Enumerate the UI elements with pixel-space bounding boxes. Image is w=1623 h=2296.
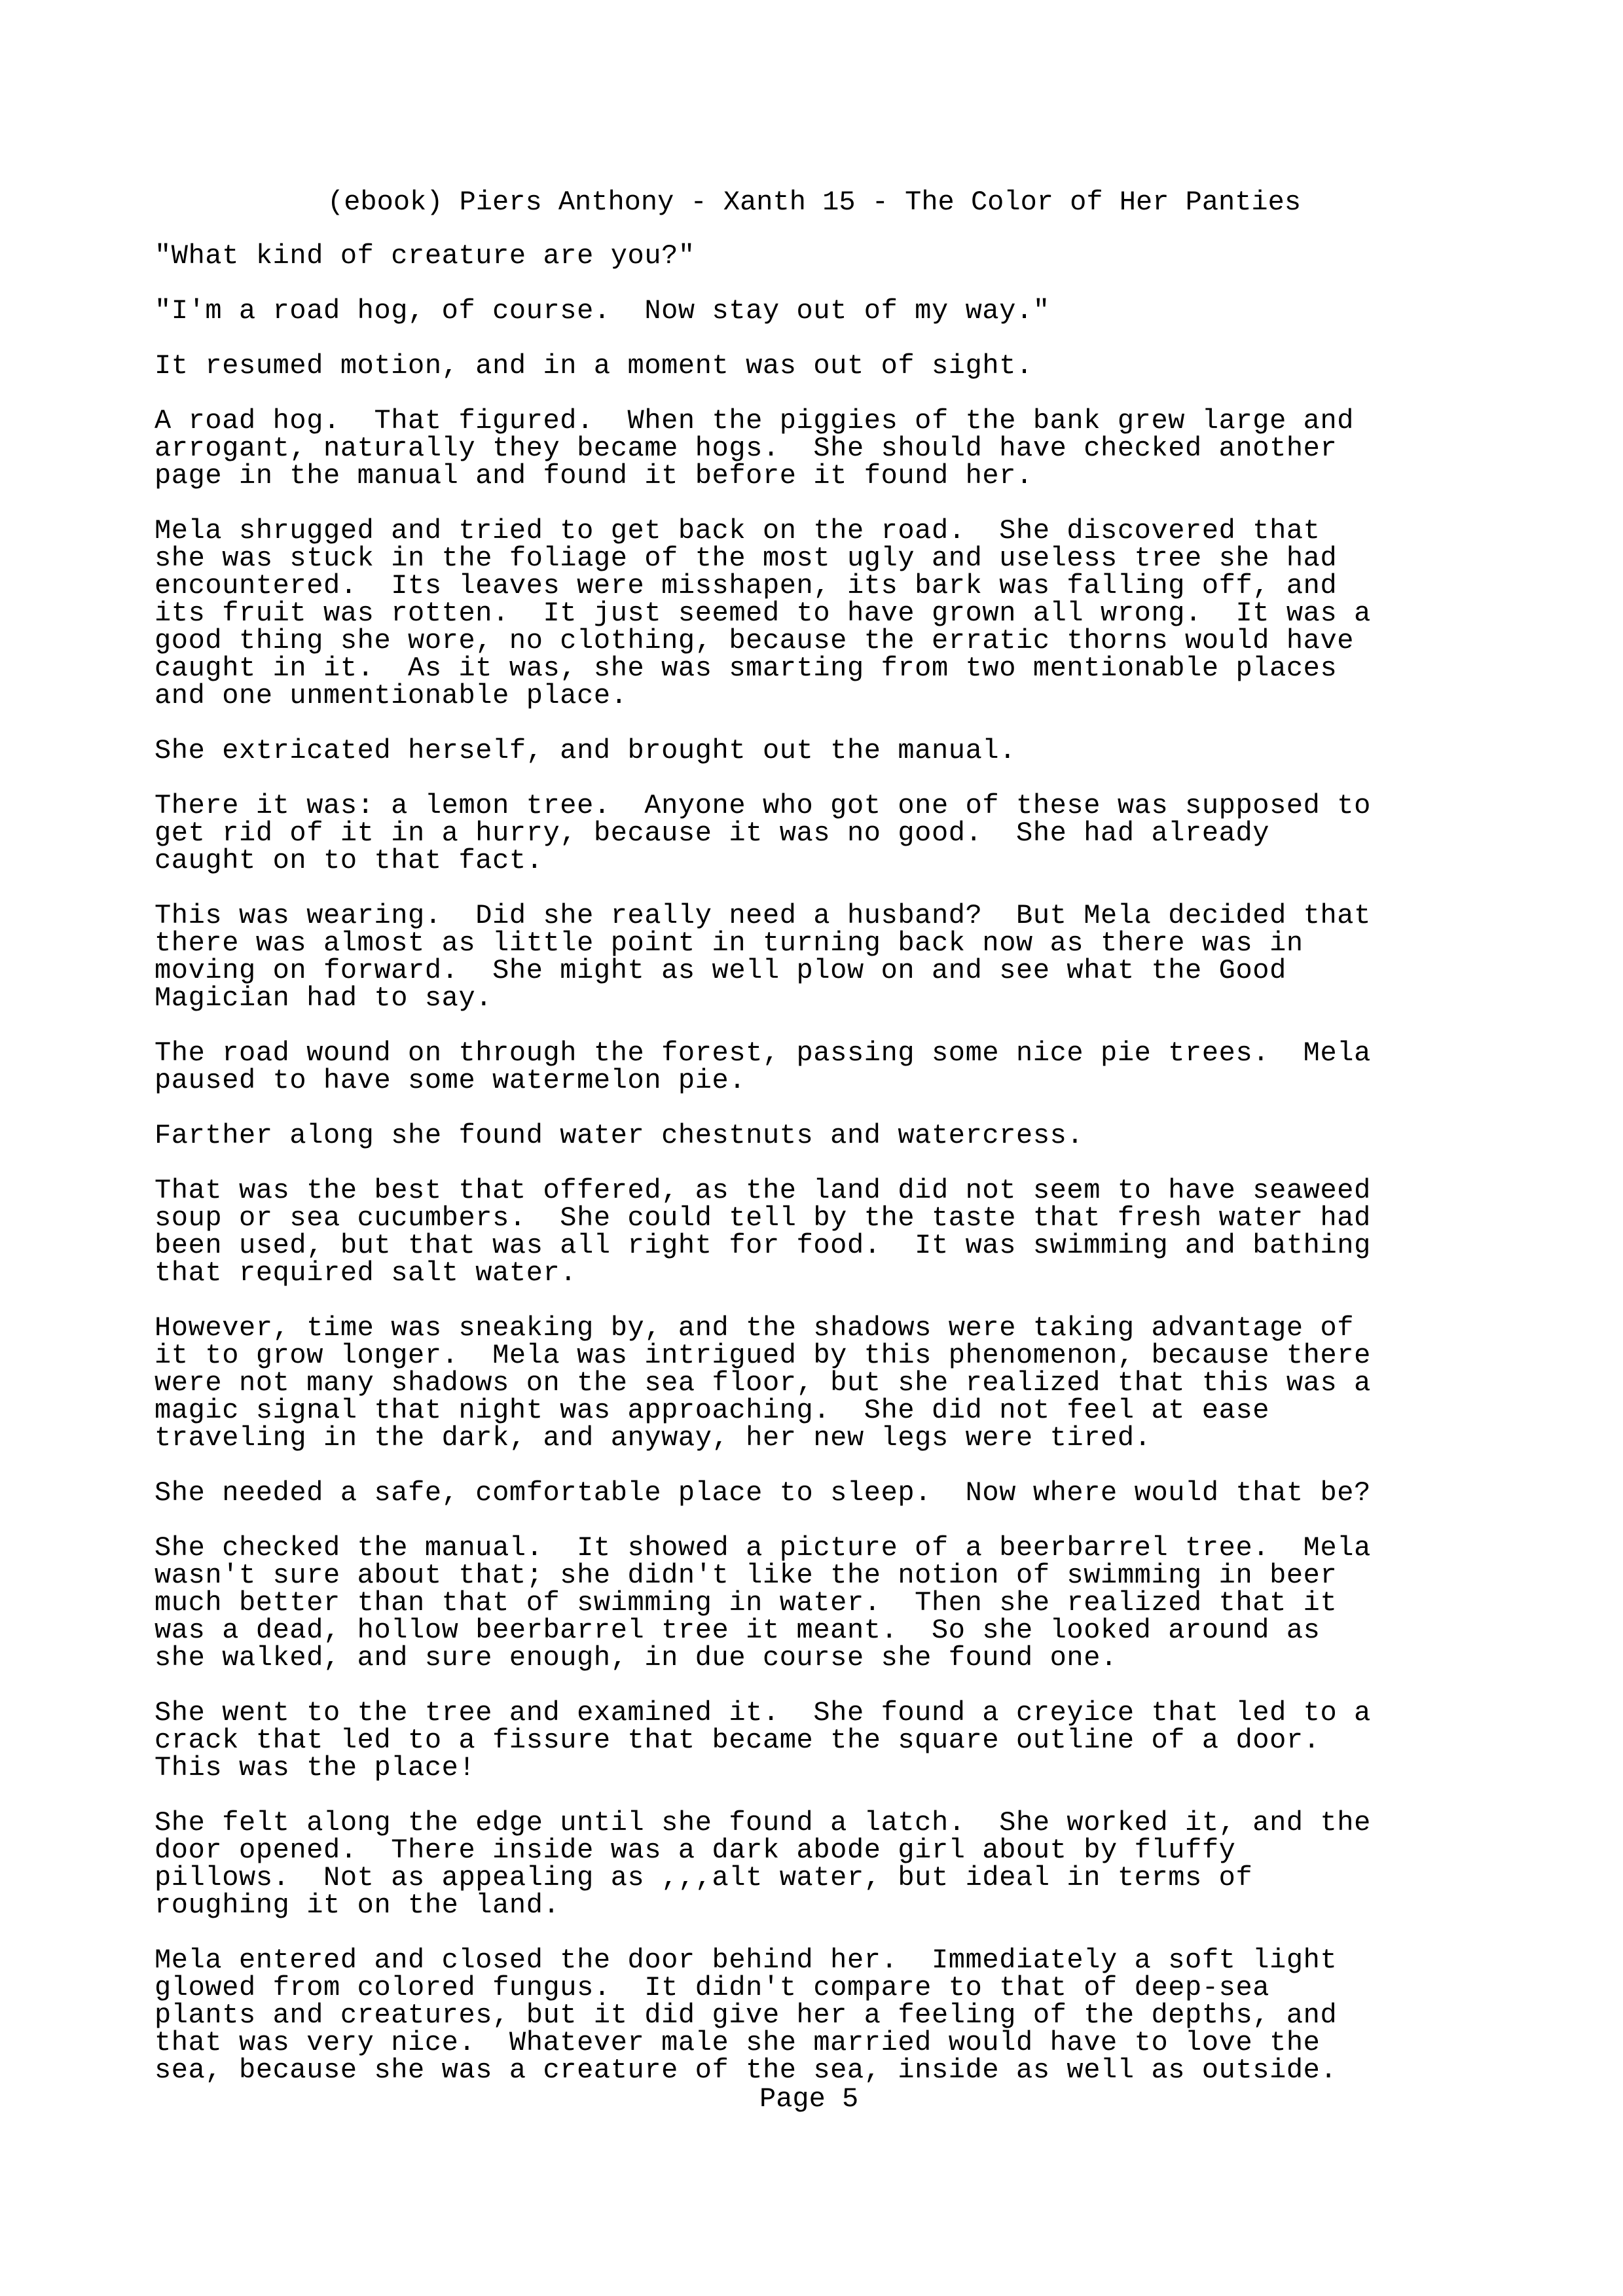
page-number: Page 5 [759,2083,859,2115]
paragraph: There it was: a lemon tree. Anyone who got one of these was supposed to get rid of it in a hurry, because it was no good. She had already caught on to that fact. [155,790,1371,876]
paragraph: "What kind of creature are you?" [155,240,695,272]
paragraph: She needed a safe, comfortable place to sleep. Now where would that be? [155,1477,1371,1509]
paragraph: Mela shrugged and tried to get back on the road. She discovered that she was stuck in the foliage of the most ugly and useless tree she had encountered. Its leaves were misshapen, its bark was falling off, and its fruit was rotten. It just seemed to have grown all wrong. It was a good thing she wore, no clothing, because the erratic thorns would have caught in it. As it was, she was smarting from two mentionable places and one unmentionable place. [155,515,1371,711]
paragraph: That was the best that offered, as the land did not seem to have seaweed soup or sea cucumbers. She could tell by the taste that fresh water had been used, but that was all right for food. It was swimming and bathing that required salt water. [155,1175,1371,1289]
document-title: (ebook) Piers Anthony - Xanth 15 - The Color of Her Panties [327,187,1302,218]
paragraph: This was wearing. Did she really need a husband? But Mela decided that there was almost as little point in turning back now as there was in moving on forward. She might as well plow on and see what the Good Magician had to say. [155,900,1371,1014]
document-body [155,242,1398,2111]
paragraph: She extricated herself, and brought out the manual. [155,735,1017,766]
paragraph: She checked the manual. It showed a picture of a beerbarrel tree. Mela wasn't sure about that; she didn't like the notion of swimming in beer much better than that of swimming in water. Then she realized that it was a dead, hollow beerbarrel tree it meant. So she looked around as she walked, and sure enough, in due course she found one. [155,1532,1371,1674]
paragraph: A road hog. That figured. When the piggies of the bank grew large and arrogant, naturally they became hogs. She should have checked another page in the manual and found it before it found her. [155,405,1355,492]
paragraph: Mela entered and closed the door behind her. Immediately a soft light glowed from colored fungus. It didn't compare to that of deep-sea plants and creatures, but it did give her a feeling of the depths, and that was very nice. Whatever male she married would have to love the sea, because she was a creature of the sea, inside as well as outside. [155,1945,1338,2086]
paragraph: It resumed motion, and in a moment was out of sight. [155,350,1033,382]
paragraph: However, time was sneaking by, and the shadows were taking advantage of it to grow longer. Mela was intrigued by this phenomenon, because there were not many shadows on the sea floor, but she realized that this was a magic signal that night was approaching. She did not feel at ease traveling in the dark, and anyway, her new legs were tired. [155,1312,1371,1454]
paragraph: She felt along the edge until she found a latch. She worked it, and the door opened. There inside was a dark abode girl about by fluffy pillows. Not as appealing as ,,,alt water, but ideal in terms of roughing it on the land. [155,1807,1371,1921]
paragraph: The road wound on through the forest, passing some nice pie trees. Mela paused to have some watermelon pie. [155,1037,1371,1096]
paragraph: She went to the tree and examined it. She found a creyice that led to a crack that led to a fissure that became the square outline of a door. This was the place! [155,1697,1371,1784]
paragraph: "I'm a road hog, of course. Now stay out of my way." [155,295,1050,327]
paragraph: Farther along she found water chestnuts and watercress. [155,1120,1084,1151]
